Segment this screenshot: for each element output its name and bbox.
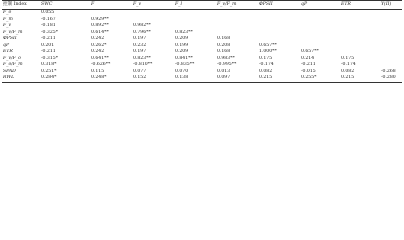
- row-label: F_v: [3, 23, 12, 29]
- header-cell-fl: F_l: [175, 1, 182, 7]
- table-cell: 0.077: [133, 68, 147, 74]
- table-cell: 0.929**: [91, 16, 109, 22]
- table-cell: 1.000**: [259, 49, 277, 55]
- row-label: ETR: [3, 49, 13, 55]
- header-cell-yii: Y(II): [381, 1, 392, 7]
- table-cell: 0.208: [217, 42, 231, 48]
- table-cell: 0.614**: [91, 29, 109, 35]
- table-cell: -0.626**: [91, 62, 111, 68]
- table-cell: 0.641**: [91, 55, 109, 61]
- table-cell: 0.232: [133, 42, 147, 48]
- table-row: [2, 75, 402, 82]
- table-cell: 0.242: [91, 49, 105, 55]
- table-cell: [380, 10, 402, 17]
- table-cell: 0.248*: [91, 75, 107, 81]
- table-cell: 0.214: [301, 55, 315, 61]
- table-cell: [90, 10, 132, 17]
- table-cell: 0.082: [259, 68, 273, 74]
- table-header-row: [2, 1, 402, 10]
- table-cell: 0.318*: [41, 62, 57, 68]
- table-cell: -0.015: [301, 68, 316, 74]
- table-cell: -0.995**: [217, 62, 237, 68]
- table-cell: -0.181: [41, 23, 56, 29]
- header-cell-f: F: [91, 1, 95, 7]
- row-label: F_v/F_m: [3, 29, 23, 35]
- table-cell: 0.201: [41, 42, 55, 48]
- table-cell: 0.657**: [301, 49, 319, 55]
- row-label: F_o: [3, 10, 12, 16]
- table-cell: 0.175: [341, 55, 355, 61]
- table-cell: 0.209: [175, 49, 189, 55]
- table-cell: 0.251*: [41, 68, 57, 74]
- table-cell: 0.197: [133, 49, 147, 55]
- table-cell: 0.841**: [175, 55, 193, 61]
- table-cell: 0.168: [217, 49, 231, 55]
- table-cell: 0.796**: [133, 29, 151, 35]
- table-cell: 0.215: [341, 75, 355, 81]
- table-cell: [340, 10, 380, 17]
- table-cell: 0.983**: [217, 55, 235, 61]
- table-cell: 0.199: [175, 42, 189, 48]
- header-cell-etr: ETR: [341, 1, 351, 7]
- table-cell: -0.211: [301, 62, 316, 68]
- row-label: F_m: [3, 16, 13, 22]
- table-cell: 0.115: [91, 68, 105, 74]
- table-cell: -0.211: [41, 36, 56, 42]
- table-cell: -0.268: [381, 68, 396, 74]
- table-cell: -0.280: [381, 75, 396, 81]
- table-cell: -0.810**: [133, 62, 153, 68]
- table-row: [2, 10, 402, 17]
- table-cell: 0.209: [175, 36, 189, 42]
- table-cell: 0.168: [217, 36, 231, 42]
- row-label: RWL: [3, 75, 15, 81]
- table-cell: 0.055: [41, 10, 55, 16]
- row-label: F_o/F_m: [3, 62, 23, 68]
- table-cell: 0.215: [259, 75, 273, 81]
- table-cell: 0.082: [341, 68, 355, 74]
- table-cell: 0.175: [259, 55, 273, 61]
- table-cell: -0.315*: [41, 55, 59, 61]
- header-cell-fvfm: F_v/F_m: [217, 1, 237, 7]
- table-cell: -0.325*: [41, 29, 59, 35]
- table-cell: 0.097: [217, 75, 231, 81]
- table-cell: -0.167: [41, 16, 56, 22]
- table-cell: 0.284*: [41, 75, 57, 81]
- header-cell-fv: F_v: [133, 1, 142, 7]
- table-cell: -0.211: [41, 49, 56, 55]
- table-cell: [216, 10, 258, 17]
- table-cell: 0.982**: [133, 23, 151, 29]
- table-cell: -0.174: [341, 62, 356, 68]
- table-cell: -0.835**: [175, 62, 195, 68]
- header-cell-phipsii: ΦPSII: [259, 1, 273, 7]
- table-cell: [174, 10, 216, 17]
- table-cell: 0.138: [175, 75, 189, 81]
- table-cell: 0.823**: [133, 55, 151, 61]
- table-cell: 0.013: [217, 68, 231, 74]
- row-label: F_v/F_o: [3, 55, 21, 61]
- table-cell: 0.657**: [259, 42, 277, 48]
- header-cell-index: 控制 Index: [3, 1, 27, 7]
- table-cell: [258, 10, 300, 17]
- table-cell: 0.823**: [175, 29, 193, 35]
- correlation-table: [2, 0, 402, 83]
- table-cell: 0.197: [133, 36, 147, 42]
- table-cell: [300, 10, 340, 17]
- table-cell: [132, 10, 174, 17]
- table-cell: 0.070: [175, 68, 189, 74]
- correlation-table-container: [0, 0, 404, 105]
- row-label: ΦPSII: [3, 36, 17, 42]
- header-cell-qp: qP: [301, 1, 308, 7]
- header-cell-swc: SWC: [41, 1, 53, 7]
- table-cell: 0.255*: [301, 75, 317, 81]
- table-cell: 0.892**: [91, 23, 109, 29]
- table-cell: 0.152: [133, 75, 147, 81]
- row-label: SPAD: [3, 68, 16, 74]
- table-cell: 0.242: [91, 36, 105, 42]
- table-cell: 0.262*: [91, 42, 107, 48]
- table-cell: -0.174: [259, 62, 274, 68]
- row-label: qP: [3, 42, 10, 48]
